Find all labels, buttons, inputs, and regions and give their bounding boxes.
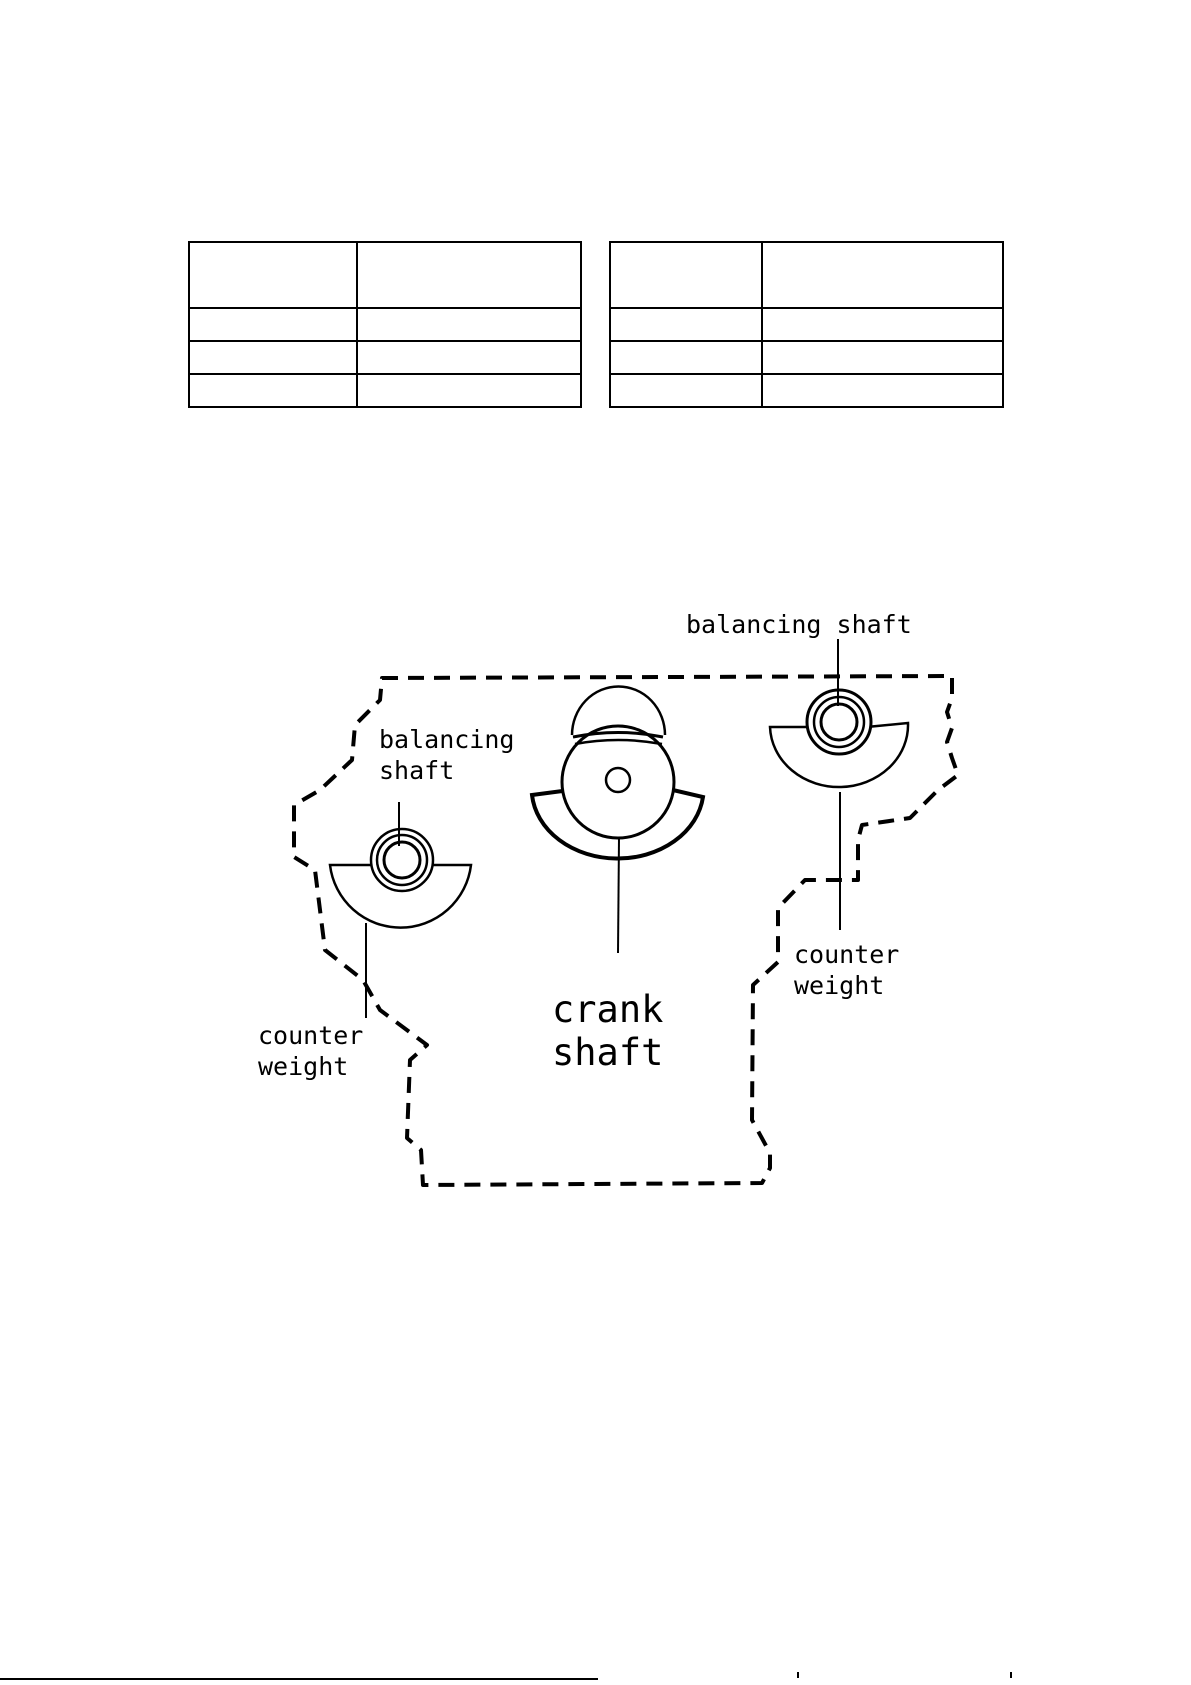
footer-tick	[1010, 1672, 1012, 1678]
label-crank-shaft: shaft	[552, 1031, 664, 1074]
label-counter-weight-right: counter	[794, 940, 900, 969]
leader-line	[618, 838, 619, 953]
label-crank-shaft: crank	[552, 988, 664, 1031]
footer-tick	[797, 1672, 799, 1678]
label-balancing-shaft-right: balancing shaft	[686, 610, 912, 639]
footer-rule	[0, 1678, 598, 1680]
balancing-shaft-right	[770, 639, 908, 930]
balancing-shaft-left	[330, 802, 471, 1018]
label-counter-weight-left: counter	[258, 1021, 364, 1050]
label-balancing-shaft-left: shaft	[379, 756, 455, 785]
label-counter-weight-left: weight	[258, 1052, 349, 1081]
balancing-shaft-left-outer	[371, 829, 433, 891]
label-balancing-shaft-left: balancing	[379, 725, 515, 754]
crank-shaft	[532, 686, 703, 953]
label-counter-weight-right: weight	[794, 971, 885, 1000]
